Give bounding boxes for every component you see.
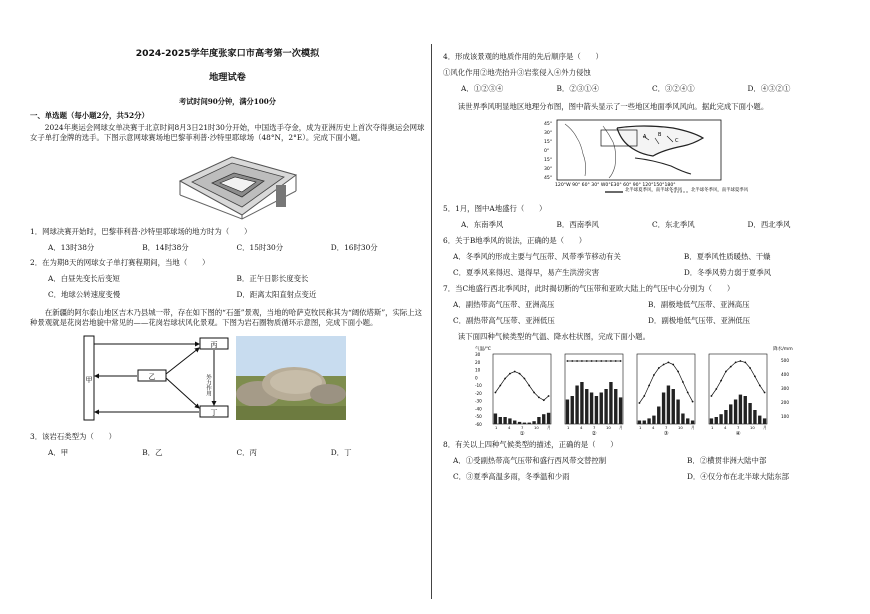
exam-meta: 考试时间90分钟，满分100分 <box>179 96 276 106</box>
temp-point <box>620 360 622 362</box>
precip-bar <box>532 421 535 424</box>
climate-left-tick: 0 <box>475 375 478 381</box>
option-7a[interactable]: A．副热带高气压带、亚洲高压 <box>453 299 555 309</box>
month-tick: 10 <box>750 424 755 430</box>
option-5c[interactable]: C．东北季风 <box>652 219 695 229</box>
precip-bar <box>513 420 516 424</box>
precip-bar <box>575 385 578 424</box>
precip-bar <box>619 397 622 424</box>
temp-point <box>576 360 578 362</box>
question-2-options <box>30 274 425 300</box>
precip-bar <box>580 382 583 424</box>
month-tick: 1 <box>639 424 642 430</box>
question-4: 4．形成该景观的地质作用的先后顺序是（ ） <box>443 52 603 61</box>
option-8a[interactable]: A．①受副热带高气压带和盛行西风带交替控制 <box>453 455 607 465</box>
climate-panel-1 <box>493 354 551 437</box>
temp-point <box>663 363 665 365</box>
climate-left-axis-title: 气温/℃ <box>475 346 491 352</box>
month-tick: 10 <box>606 424 611 430</box>
option-3d[interactable]: D．丁 <box>330 448 352 458</box>
question-4-sub: ①风化作用②地壳抬升③岩浆侵入④外力侵蚀 <box>443 67 591 77</box>
option-1b[interactable]: B．14时38分 <box>142 242 189 252</box>
temp-point <box>605 360 607 362</box>
climate-left-tick: 10 <box>475 367 481 373</box>
climate-right-tick: 500 <box>781 357 789 363</box>
option-4b[interactable]: B．②③①④ <box>556 83 599 93</box>
month-tick: 4 <box>580 424 583 430</box>
option-2a[interactable]: A．白昼先变长后变短 <box>48 274 120 284</box>
climate-panel-frame <box>709 354 767 424</box>
precip-bar <box>672 389 675 424</box>
climate-right-tick: 300 <box>781 385 789 391</box>
temp-point <box>610 360 612 362</box>
option-7b[interactable]: B．副极地低气压带、亚洲高压 <box>648 299 750 309</box>
question-6-options <box>443 252 843 278</box>
precip-bar <box>729 404 732 424</box>
temp-point <box>687 391 689 393</box>
temp-point <box>581 360 583 362</box>
question-3: 3．该岩石类型为（ ） <box>30 432 117 442</box>
temp-point <box>749 367 751 369</box>
month-tick: 4 <box>724 424 727 430</box>
cycle-label-yi: 乙 <box>148 373 156 382</box>
temp-point <box>509 372 511 374</box>
month-tick: 月 <box>763 424 767 430</box>
temp-point <box>754 375 756 377</box>
legend-winter-monsoon: 北半球冬季风，南半球夏季风 <box>691 187 749 193</box>
question-1-options <box>30 243 425 253</box>
temp-point <box>538 396 540 398</box>
temp-point <box>499 384 501 386</box>
option-3c[interactable]: C．丙 <box>236 448 257 458</box>
stone-egg-photo <box>236 336 346 420</box>
month-tick: 1 <box>711 424 714 430</box>
map-lat-7: 45° <box>544 175 553 181</box>
left-column <box>30 48 425 458</box>
rock-cycle-diagram <box>82 334 232 422</box>
map-point-c: C <box>675 137 679 144</box>
precip-bar <box>739 394 742 423</box>
option-8b[interactable]: B．②横贯非洲大陆中部 <box>687 455 767 465</box>
precip-bar <box>499 417 502 424</box>
question-3-options <box>30 448 425 458</box>
precip-bar <box>609 382 612 424</box>
option-1a[interactable]: A．13时38分 <box>48 242 95 252</box>
precip-bar <box>686 418 689 424</box>
climate-panel-frame <box>493 354 551 424</box>
temp-point <box>653 374 655 376</box>
temp-point <box>658 367 660 369</box>
map-point-b: B <box>658 131 662 138</box>
temp-point <box>528 384 530 386</box>
temp-point <box>692 400 694 402</box>
temp-point <box>519 372 521 374</box>
option-1c[interactable]: C．15时30分 <box>236 242 284 252</box>
option-5a[interactable]: A．东南季风 <box>461 219 504 229</box>
precip-bar <box>494 413 497 424</box>
question-1: 1．网球决赛开始时，巴黎菲利普·沙特里耶球场的地方时为（ ） <box>30 226 252 236</box>
option-2b[interactable]: B．正午日影长度变长 <box>236 274 309 284</box>
question-5: 5．1月，图中A地盛行（ ） <box>443 203 547 213</box>
month-tick: 月 <box>619 424 623 430</box>
climate-chart-label: ④ <box>735 430 741 437</box>
option-6a[interactable]: A．冬季风的形成主要与气压带、风带季节移动有关 <box>453 251 621 261</box>
temp-point <box>571 360 573 362</box>
option-5b[interactable]: B．西南季风 <box>556 219 599 229</box>
precip-bar <box>590 392 593 424</box>
climate-panel-3 <box>637 354 695 437</box>
climate-chart-group <box>473 344 803 436</box>
intro-paragraph-4: 读下面四种气候类型的气温、降水柱状图，完成下面小题。 <box>457 331 650 341</box>
precip-bar <box>585 389 588 424</box>
question-5-options <box>443 220 843 230</box>
intro-paragraph-2: 在新疆的阿尔泰山地区吉木乃县城一带，存在如下图的“石蛋”景观，当地的哈萨克牧民称其为“阔依塔斯”，实际上这种景观就是花岗岩地貌中常见的——花岗岩球状风化景观。下图为岩石圈物质循环示意图，完成下面小题。 <box>30 308 423 328</box>
precip-bar <box>748 403 751 424</box>
temp-point <box>504 377 506 379</box>
precip-bar <box>566 399 569 424</box>
option-6d[interactable]: D．冬季风势力弱于夏季风 <box>683 267 772 277</box>
month-tick: 10 <box>534 424 539 430</box>
climate-left-tick: -10 <box>475 382 482 388</box>
section-heading: 一、单选题（每小题2分，共52分） <box>30 110 149 120</box>
temp-point <box>720 379 722 381</box>
temp-point <box>524 377 526 379</box>
map-lat-4: 0° <box>544 148 550 154</box>
precip-bar <box>734 399 737 424</box>
option-1d[interactable]: D．16时30分 <box>330 242 378 252</box>
temp-point <box>715 388 717 390</box>
temp-point <box>744 361 746 363</box>
map-lat-5: 15° <box>544 157 553 163</box>
map-lon-labels: 120°W 90° 60° 30° W0°E30° 60° 90° 120°150°180° <box>555 182 676 188</box>
climate-charts <box>443 344 843 436</box>
precip-bar <box>547 413 550 424</box>
climate-left-tick: -40 <box>475 406 482 412</box>
precip-bar <box>667 385 670 424</box>
option-4c[interactable]: C．③②④① <box>652 83 695 93</box>
option-3a[interactable]: A．甲 <box>48 448 69 458</box>
precip-bar <box>719 414 722 424</box>
legend-summer-monsoon: 北半球夏季风，南半球冬季风 <box>625 187 683 193</box>
precip-bar <box>676 399 679 424</box>
temp-point <box>514 370 516 372</box>
climate-right-tick: 100 <box>781 413 789 419</box>
option-6c[interactable]: C．夏季风来得迟、退得早，易产生洪涝灾害 <box>453 267 600 277</box>
precip-bar <box>763 418 766 424</box>
precip-bar <box>571 396 574 424</box>
month-tick: 4 <box>508 424 511 430</box>
temp-point <box>591 360 593 362</box>
map-lat-3: 15° <box>544 139 553 145</box>
precip-bar <box>681 413 684 424</box>
temp-point <box>615 360 617 362</box>
temp-point <box>668 361 670 363</box>
precip-bar <box>503 417 506 424</box>
precip-bar <box>753 410 756 424</box>
option-8c[interactable]: C．③夏季高温多雨，冬季温和少雨 <box>453 471 570 481</box>
map-point-a: A <box>643 133 647 140</box>
temp-point <box>596 360 598 362</box>
temp-point <box>648 384 650 386</box>
monsoon-map-figure <box>443 116 843 200</box>
month-tick: 10 <box>678 424 683 430</box>
precip-bar <box>542 414 545 424</box>
temp-point <box>643 395 645 397</box>
temp-point <box>639 402 641 404</box>
option-5d[interactable]: D．西北季风 <box>747 219 791 229</box>
intro-paragraph-3: 读世界季风明显地区地理分布图，图中箭头显示了一些地区地面季风风向。据此完成下面小题。 <box>457 101 769 111</box>
month-tick: 4 <box>652 424 655 430</box>
rock-figure-row <box>30 334 425 424</box>
exam-title: 2024-2025学年度张家口市高考第一次模拟 <box>135 48 320 59</box>
precip-bar <box>537 417 540 424</box>
precip-bar <box>647 418 650 424</box>
option-2d[interactable]: D．距离太阳直射点变近 <box>236 290 317 300</box>
precip-bar <box>744 396 747 424</box>
option-6b[interactable]: B．夏季风性质暖热、干燥 <box>683 251 771 261</box>
climate-right-tick: 200 <box>781 399 789 405</box>
temp-point <box>533 391 535 393</box>
precip-bar <box>652 415 655 423</box>
option-7c[interactable]: C．副热带高气压带、亚洲低压 <box>453 315 555 325</box>
climate-left-tick: -20 <box>475 390 482 396</box>
climate-left-tick: -30 <box>475 398 482 404</box>
temp-point <box>586 360 588 362</box>
precip-bar <box>638 420 641 424</box>
temp-point <box>567 360 569 362</box>
precip-bar <box>508 418 511 424</box>
temp-point <box>764 391 766 393</box>
climate-panel-2 <box>565 354 623 437</box>
temp-point <box>600 360 602 362</box>
precip-bar <box>614 389 617 424</box>
monsoon-map <box>543 116 749 200</box>
cycle-label-jia: 甲 <box>85 376 93 385</box>
climate-chart-label: ③ <box>663 430 669 437</box>
precip-bar <box>657 406 660 424</box>
cycle-label-ding: 丁 <box>210 409 218 418</box>
precip-bar <box>691 420 694 424</box>
question-8-options <box>443 456 843 482</box>
precip-bar <box>523 422 526 423</box>
option-8d[interactable]: D．④仅分布在北半球大陆东部 <box>687 471 790 481</box>
temp-point <box>725 370 727 372</box>
question-7-options <box>443 300 843 326</box>
precip-bar <box>643 420 646 424</box>
question-4-options <box>443 84 843 94</box>
precip-bar <box>595 396 598 424</box>
climate-chart-label: ② <box>591 430 597 437</box>
month-tick: 1 <box>567 424 570 430</box>
temp-point <box>543 399 545 401</box>
question-8: 8．有关以上四种气候类型的描述，正确的是（ ） <box>443 439 618 449</box>
option-4a[interactable]: A．①②③④ <box>461 83 504 93</box>
question-6: 6．关于B地季风的说法，正确的是（ ） <box>443 235 587 245</box>
climate-left-tick: 30 <box>475 351 481 357</box>
column-divider <box>431 44 432 599</box>
month-tick: 7 <box>521 424 524 430</box>
option-7d[interactable]: D．副极地低气压带、亚洲低压 <box>648 315 751 325</box>
climate-left-tick: 20 <box>475 359 481 365</box>
cycle-label-bing: 丙 <box>210 341 218 350</box>
month-tick: 7 <box>737 424 740 430</box>
temp-point <box>730 365 732 367</box>
question-7: 7．当C地盛行西北季风时，此时揭切断的气压带和亚欧大陆上的气压中心分别为（ ） <box>443 283 735 293</box>
precip-bar <box>710 418 713 424</box>
month-tick: 7 <box>665 424 668 430</box>
climate-chart-label: ① <box>519 430 525 437</box>
precip-bar <box>604 389 607 424</box>
month-tick: 月 <box>547 424 551 430</box>
temp-point <box>711 395 713 397</box>
temp-point <box>548 395 550 397</box>
intro-paragraph-1: 2024年奥运会网球女单决赛于北京时间8月3日21时30分开始，中国选手夺金，成为亚洲历史上首次夺得奥运会网球女子单打金牌的选手。下图示意网球赛场地巴黎菲利普·沙特里耶球场（48°N，2°E）。完成下面小题。 <box>30 122 425 142</box>
climate-left-tick: -60 <box>475 421 482 427</box>
temp-point <box>677 370 679 372</box>
precip-bar <box>758 415 761 423</box>
climate-right-tick: 400 <box>781 371 789 377</box>
temp-point <box>740 360 742 362</box>
cycle-external-force-label: 外力作用 <box>205 374 211 397</box>
right-column <box>443 52 843 482</box>
stadium-image <box>172 151 302 219</box>
precip-bar <box>528 422 531 423</box>
map-lat-6: 30° <box>544 166 553 172</box>
map-lat-1: 45° <box>544 121 553 127</box>
map-lat-2: 30° <box>544 130 553 136</box>
precip-bar <box>715 417 718 424</box>
precip-bar <box>518 422 521 424</box>
month-tick: 7 <box>593 424 596 430</box>
temp-point <box>759 384 761 386</box>
exam-subtitle: 地理试卷 <box>209 72 246 84</box>
option-4d[interactable]: D．④③②① <box>747 83 791 93</box>
temp-point <box>735 361 737 363</box>
option-2c[interactable]: C．地球公转速度变慢 <box>48 290 121 300</box>
climate-panel-4 <box>709 354 767 437</box>
climate-left-tick: -50 <box>475 414 482 420</box>
question-2: 2．在为期8天的网球女子单打赛程期间，当地（ ） <box>30 258 210 268</box>
climate-right-axis-title: 降水/mm <box>773 346 793 352</box>
option-3b[interactable]: B．乙 <box>142 448 163 458</box>
precip-bar <box>662 392 665 424</box>
temp-point <box>682 381 684 383</box>
precip-bar <box>600 392 603 424</box>
month-tick: 月 <box>691 424 695 430</box>
temp-point <box>672 363 674 365</box>
precip-bar <box>724 410 727 424</box>
temp-point <box>495 391 497 393</box>
month-tick: 1 <box>495 424 498 430</box>
